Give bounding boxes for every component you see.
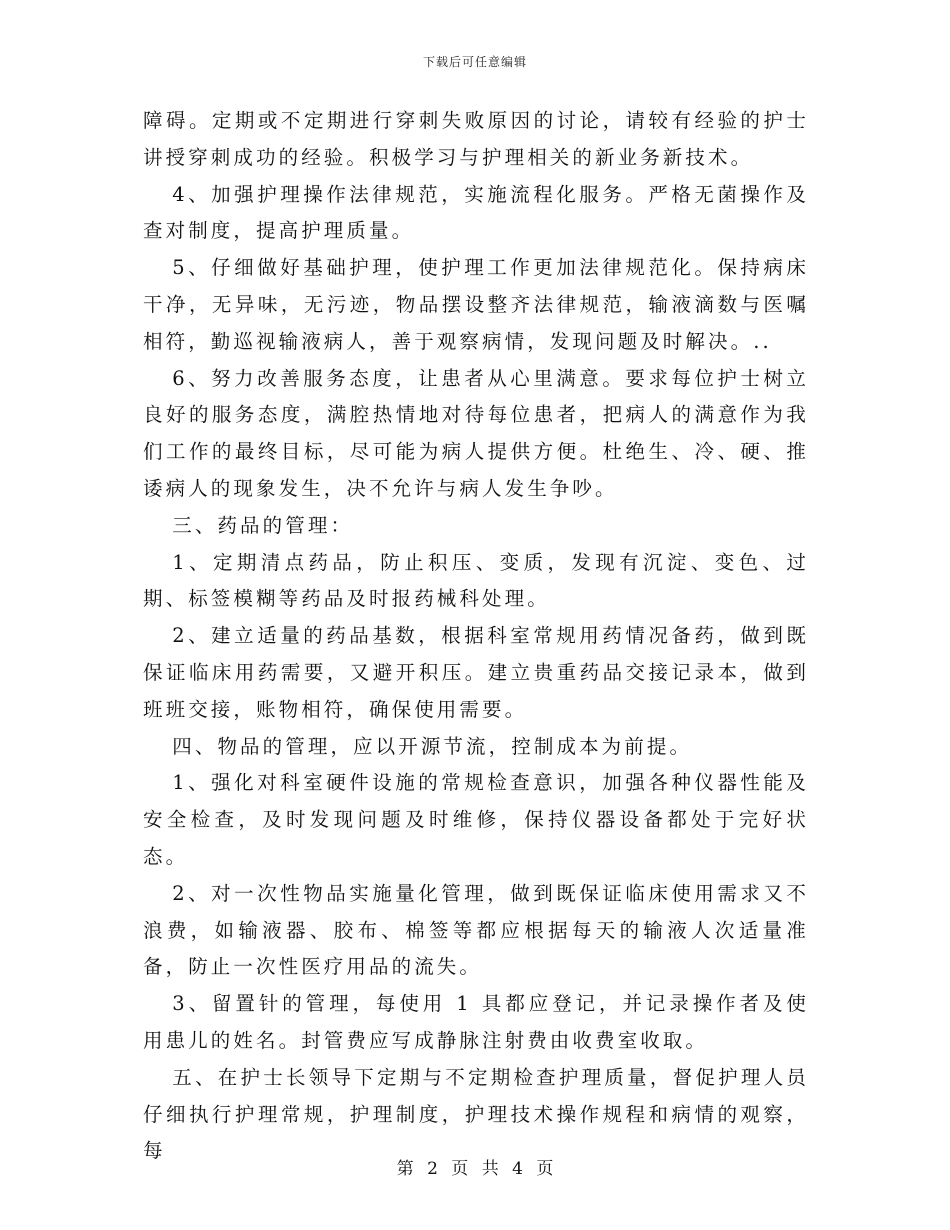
section-heading-quality-inspection: 五、在护士长领导下定期与不定期检查护理质量，督促护理人员仔细执行护理常规，护理制度，护理技术操作规程和病情的观察，每 [143,1065,809,1163]
page-footer: 第 2 页 共 4 页 [396,1159,554,1179]
paragraph-supplies-2: 2、对一次性物品实施量化管理，做到既保证临床使用需求又不浪费，如输液器、胶布、棉签等都应根据每天的输液人次适量准备，防止一次性医疗用品的流失。 [143,881,809,979]
paragraph-item-6: 6、努力改善服务态度，让患者从心里满意。要求每位护士树立良好的服务态度，满腔热情地对待每位患者，把病人的满意作为我们工作的最终目标，尽可能为病人提供方便。杜绝生、冷、硬、推诿病人的现象发生，决不允许与病人发生争吵。 [143,366,809,500]
document-body [143,103,809,1170]
page-header: 下载后可任意编辑 [422,55,527,69]
paragraph-item-4: 4、加强护理操作法律规范，实施流程化服务。严格无菌操作及查对制度，提高护理质量。 [143,182,809,243]
paragraph-supplies-1: 1、强化对科室硬件设施的常规检查意识，加强各种仪器性能及安全检查，及时发现问题及时维修，保持仪器设备都处于完好状态。 [143,771,809,868]
section-heading-drug-management: 三、药品的管理： [172,513,354,537]
paragraph-item-5: 5、仔细做好基础护理，使护理工作更加法律规范化。保持病床干净，无异味，无污迹，物品摆设整齐法律规范，输液滴数与医嘱相符，勤巡视输液病人，善于观察病情，发现问题及时解决。.. [143,256,809,353]
paragraph-drug-2: 2、建立适量的药品基数，根据科室常规用药情况备药，做到既保证临床用药需要，又避开积压。建立贵重药品交接记录本，做到班班交接，账物相符，确保使用需要。 [143,624,809,721]
paragraph-drug-1: 1、定期清点药品，防止积压、变质，发现有沉淀、变色、过期、标签模糊等药品及时报药械科处理。 [143,550,809,611]
paragraph-supplies-3: 3、留置针的管理，每使用 1 具都应登记，并记录操作者及使用患儿的姓名。封管费应写成静脉注射费由收费室收取。 [143,992,809,1052]
paragraph-continuation: 障碍。定期或不定期进行穿刺失败原因的讨论，请较有经验的护士讲授穿刺成功的经验。积极学习与护理相关的新业务新技术。 [143,109,809,169]
section-heading-supplies-management: 四、物品的管理，应以开源节流，控制成本为前提。 [172,734,693,758]
